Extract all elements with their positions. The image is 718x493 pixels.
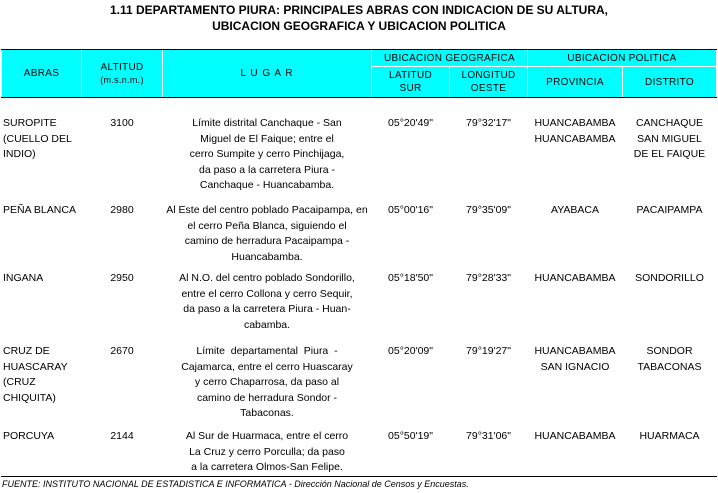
cell-provincia — [528, 203, 622, 219]
cell-distrito — [623, 116, 716, 163]
cell-line: Al N.O. del centro poblado Sondorillo, — [179, 272, 355, 284]
cell-line: y cerro Chaparrosa, da paso al — [194, 376, 340, 389]
cell-line: cabamba. — [243, 318, 291, 331]
cell-longitud — [450, 344, 527, 360]
cell-line: Cajamarca, entre el cerro Huascaray — [181, 360, 353, 373]
cell-line: Tabaconas. — [240, 407, 294, 420]
cell-distrito — [623, 271, 716, 287]
cell-line: 05°20'09" — [388, 345, 433, 357]
cell-line: HUANCABAMBA — [534, 132, 616, 145]
header-lugar: L U G A R — [163, 50, 371, 97]
cell-line: SONDORILLO — [635, 272, 704, 284]
footnote: FUENTE: INSTITUTO NACIONAL DE ESTADISTICA E INFORMATICA - Dirección Nacional de Censos y Encuestas. — [2, 479, 469, 489]
cell-line: PEÑA BLANCA — [3, 204, 76, 216]
cell-line: 3100 — [110, 117, 134, 129]
cell-line: DE EL FAIQUE — [633, 148, 706, 161]
cell-line: CHIQUITA) — [3, 391, 56, 404]
cell-line: CRUZ DE — [3, 345, 50, 357]
header-latitud: LATITUD SUR — [372, 67, 449, 97]
cell-line: cerro Sumpite y cerro Pinchijaga, — [189, 148, 345, 161]
cell-latitud — [372, 203, 449, 219]
header-ubicacion-geografica: UBICACION GEOGRAFICA — [372, 50, 527, 66]
cell-latitud — [372, 116, 449, 132]
cell-line: TABACONAS — [637, 360, 702, 373]
cell-altitud — [82, 203, 162, 219]
cell-latitud — [372, 429, 449, 445]
cell-line: PORCUYA — [3, 430, 55, 442]
table-title-line-2: UBICACION GEOGRAFICA Y UBICACION POLITICA — [212, 19, 506, 33]
cell-altitud — [82, 344, 162, 360]
cell-line: 05°50'19" — [388, 430, 433, 442]
cell-line: SAN IGNACIO — [540, 360, 610, 373]
cell-altitud — [82, 116, 162, 132]
cell-line: 79°31'06" — [466, 430, 511, 442]
cell-lugar — [163, 116, 371, 194]
cell-line: 2144 — [110, 430, 134, 442]
cell-line: camino de herradura Pacaipampa - — [184, 235, 350, 248]
cell-line: 05°20'49" — [388, 117, 433, 129]
cell-line: Canchaque - Huancabamba. — [199, 179, 335, 192]
header-ubicacion-politica: UBICACION POLITICA — [528, 50, 716, 66]
cell-line: camino de herradura Sondor - — [196, 391, 338, 404]
cell-line: a la carretera Olmos-San Felipe. — [191, 461, 343, 474]
cell-provincia — [528, 271, 622, 287]
cell-lugar — [163, 203, 371, 265]
cell-longitud — [450, 271, 527, 287]
cell-distrito — [623, 203, 716, 219]
cell-line: (CRUZ — [3, 376, 36, 389]
cell-line: el cerro Peña Blanca, siguiendo el — [187, 219, 347, 232]
cell-lugar — [163, 271, 371, 333]
cell-line: PACAIPAMPA — [636, 204, 703, 216]
cell-line: entre el cerro Collona y cerro Sequir, — [181, 287, 353, 300]
cell-line: AYABACA — [550, 204, 600, 216]
header-longitud: LONGITUD OESTE — [450, 67, 527, 97]
cell-line: 2670 — [110, 345, 134, 357]
cell-line: 2980 — [110, 204, 134, 216]
cell-line: SAN MIGUEL — [637, 132, 702, 145]
cell-line: La Cruz y cerro Porculla; da paso — [189, 445, 345, 458]
cell-distrito — [623, 429, 716, 445]
cell-line: SONDOR — [646, 345, 693, 357]
cell-line: 79°32'17" — [466, 117, 511, 129]
cell-abra — [3, 116, 81, 163]
cell-line: HUARMACA — [639, 430, 700, 442]
cell-line: HUANCABAMBA — [534, 345, 616, 357]
cell-abra — [3, 344, 81, 406]
cell-line: Límite distrital Canchaque - San — [192, 117, 342, 129]
cell-altitud — [82, 429, 162, 445]
cell-line: 79°28'33" — [466, 272, 511, 284]
cell-longitud — [450, 116, 527, 132]
cell-lugar — [163, 429, 371, 476]
cell-distrito — [623, 344, 716, 375]
cell-line: HUANCABAMBA — [534, 117, 616, 129]
cell-longitud — [450, 429, 527, 445]
cell-latitud — [372, 271, 449, 287]
header-provincia: PROVINCIA — [528, 67, 622, 97]
cell-line: 05°18'50" — [388, 272, 433, 284]
cell-abra — [3, 271, 81, 287]
cell-line: (CUELLO DEL — [3, 132, 72, 145]
cell-longitud — [450, 203, 527, 219]
header-abras: ABRAS — [2, 50, 81, 97]
cell-abra — [3, 203, 81, 219]
cell-line: Al Este del centro poblado Pacaipampa, en — [166, 204, 368, 216]
cell-line: HUANCABAMBA — [534, 272, 616, 284]
header-altitud: ALTITUD (m.s.n.m.) — [82, 50, 162, 97]
header-bottom-rule — [1, 97, 717, 98]
cell-provincia — [528, 429, 622, 445]
cell-provincia — [528, 344, 622, 375]
cell-line: INGANA — [3, 272, 44, 284]
cell-line: 05°00'16" — [388, 204, 433, 216]
cell-line: da paso a la carretera Piura - Huan- — [183, 303, 351, 316]
cell-line: Miguel de El Faique; entre el — [200, 132, 334, 145]
cell-line: Límite departamental Piura - — [196, 345, 338, 357]
table-title-line-1: 1.11 DEPARTAMENTO PIURA: PRINCIPALES ABRAS CON INDICACION DE SU ALTURA, — [109, 3, 609, 17]
cell-line: Huancabamba. — [231, 250, 303, 263]
cell-line: 79°19'27" — [466, 345, 511, 357]
cell-line: da paso a la carretera Piura - — [199, 163, 335, 176]
cell-line: SUROPITE — [3, 117, 57, 129]
cell-line: INDIO) — [3, 148, 36, 161]
cell-abra — [3, 429, 81, 445]
cell-provincia — [528, 116, 622, 147]
table-bottom-rule — [1, 476, 717, 477]
cell-altitud — [82, 271, 162, 287]
cell-line: 79°35'09" — [466, 204, 511, 216]
cell-line: HUASCARAY — [3, 360, 68, 373]
cell-lugar — [163, 344, 371, 422]
cell-latitud — [372, 344, 449, 360]
header-distrito: DISTRITO — [623, 67, 716, 97]
cell-line: Al Sur de Huarmaca, entre el cerro — [185, 430, 349, 442]
cell-line: HUANCABAMBA — [534, 430, 616, 442]
cell-line: 2950 — [110, 272, 134, 284]
header-top-rule — [1, 49, 717, 50]
cell-line: CANCHAQUE — [635, 117, 704, 129]
